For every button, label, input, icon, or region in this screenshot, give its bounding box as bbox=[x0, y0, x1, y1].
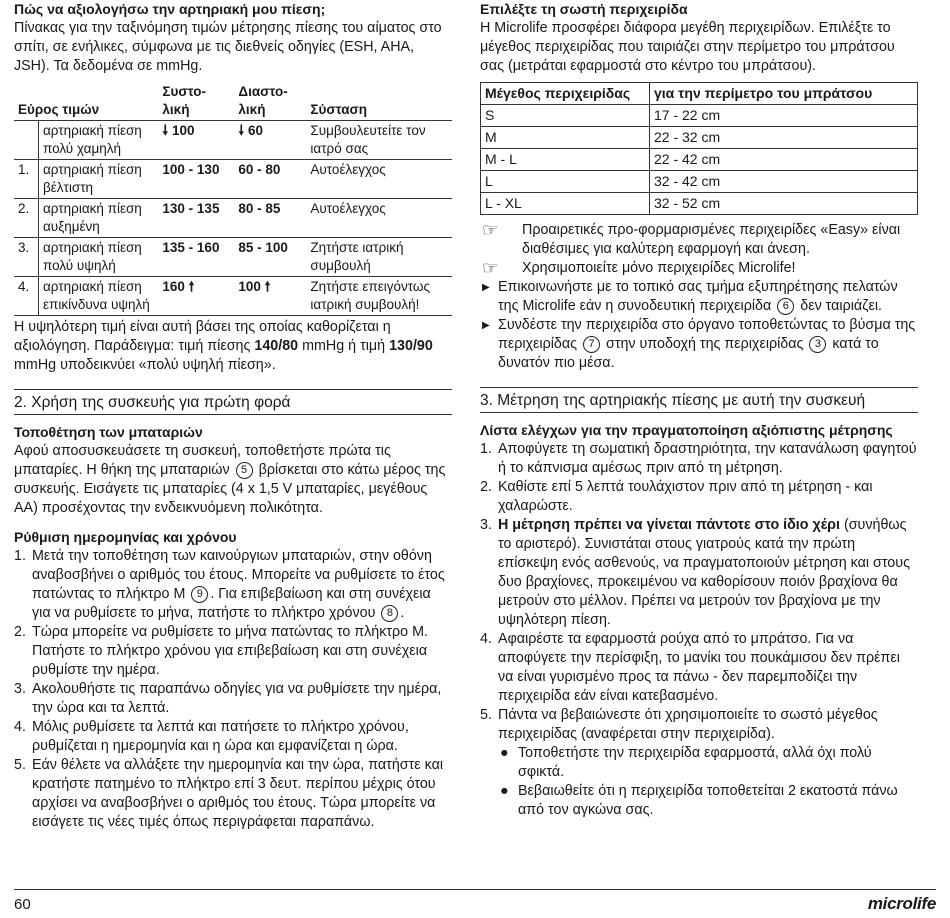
row-recommendation: Συμβουλευτείτε τον ιατρό σας bbox=[306, 121, 452, 160]
date-time-steps bbox=[14, 547, 452, 832]
th-arm-circumference: για την περίμετρο του μπράτσου bbox=[650, 83, 918, 105]
list-item: ● Βεβαιωθείτε ότι η περιχειρίδα τοποθετείται 2 εκατοστά πάνω από τον αγκώνα σας. bbox=[500, 783, 898, 818]
list-item: 3. Η μέτρηση πρέπει να γίνεται πάντοτε στο ίδιο χέρι (συνήθως το αριστερό). Συνιστάται στους γιατρούς κατά την πρώτη επίσκεψη ενός ασθενούς, να πραγματοποιούν μέτρηση και στους δυο βραχίονες, προκειμένου να καθορίσουν ποιόν βραχίονα θα μετρούν στο μέλλον. Πρέπει να μετρούν τον βραχίονα με την υψηλότερη πίεση. bbox=[480, 517, 910, 628]
th-recommendation: Σύσταση bbox=[306, 82, 452, 121]
table-row bbox=[14, 238, 452, 277]
list-item: ▶ Επικοινωνήστε με το τοπικό σας τμήμα εξυπηρέτησης πελατών της Microlife εάν η συνοδευτική περιχειρίδα 6 δεν ταιριάζει. bbox=[482, 279, 898, 314]
right-column bbox=[480, 0, 918, 820]
bp-eval-note: Η υψηλότερη τιμή είναι αυτή βάσει της οποίας καθορίζεται η αξιολόγηση. Παράδειγμα: τιμή πίεσης 140/80 mmHg ή τιμή 130/90 mmHg υποδεικνύει «πολύ υψηλή πίεση». bbox=[14, 319, 433, 373]
note-microlife-only: ☞ Χρησιμοποιείτε μόνο περιχειρίδες Microlife! bbox=[482, 258, 796, 278]
row-systolic: 135 - 160 bbox=[158, 238, 234, 277]
date-time-heading: Ρύθμιση ημερομηνίας και χρόνου bbox=[14, 529, 237, 545]
row-number: 1. bbox=[14, 160, 39, 199]
cuff-instructions bbox=[480, 278, 918, 373]
checklist-heading: Λίστα ελέγχων για την πραγματοποίηση αξιόπιστης μέτρησης bbox=[480, 422, 893, 438]
pointing-hand-icon: ☞ bbox=[482, 258, 499, 278]
ref-circle: 9 bbox=[191, 586, 208, 603]
row-systolic: 160 🠕 bbox=[158, 277, 234, 316]
cuff-fit-bullets bbox=[480, 744, 918, 820]
section-2-title: 2. Χρήση της συσκευής για πρώτη φορά bbox=[14, 394, 291, 411]
list-item: 2. Καθίστε επί 5 λεπτά τουλάχιστον πριν από τη μέτρηση - και χαλαρώστε. bbox=[480, 479, 873, 514]
th-cuff-size: Μέγεθος περιχειρίδας bbox=[481, 83, 650, 105]
battery-heading: Τοποθέτηση των μπαταριών bbox=[14, 424, 203, 440]
row-number bbox=[14, 121, 39, 160]
cuff-text: Η Microlife προσφέρει διάφορα μεγέθη περιχειρίδων. Επιλέξτε το μέγεθος περιχειρίδας που ταιριάζει στην περίμετρο του μπράτσου σας (μετράται εφαρμοστά στο κέντρο του μπράτσου). bbox=[480, 20, 895, 74]
row-recommendation: Ζητήστε ιατρική συμβουλή bbox=[306, 238, 452, 277]
table-row: S 17 - 22 cm bbox=[481, 105, 918, 127]
ref-circle: 8 bbox=[381, 605, 398, 622]
brand-logo: microlife bbox=[867, 894, 936, 913]
row-diastolic: 85 - 100 bbox=[234, 238, 306, 277]
table-row: M 22 - 32 cm bbox=[481, 127, 918, 149]
cuff-heading: Επιλέξτε τη σωστή περιχειρίδα bbox=[480, 1, 688, 17]
table-row bbox=[14, 199, 452, 238]
row-range: αρτηριακή πίεση βέλτιστη bbox=[39, 160, 159, 199]
ref-circle: 6 bbox=[777, 298, 794, 315]
bullet-icon: ● bbox=[500, 783, 509, 799]
row-recommendation: Αυτοέλεγχος bbox=[306, 160, 452, 199]
table-row: L - XL 32 - 52 cm bbox=[481, 193, 918, 215]
list-item: 5. Πάντα να βεβαιώνεστε ότι χρησιμοποιείτε το σωστό μέγεθος περιχειρίδας (αναφέρεται στην περιχειρίδα). bbox=[480, 707, 878, 742]
row-range: αρτηριακή πίεση πολύ υψηλή bbox=[39, 238, 159, 277]
row-diastolic: 🠗 60 bbox=[234, 121, 306, 160]
row-diastolic: 80 - 85 bbox=[234, 199, 306, 238]
checklist bbox=[480, 440, 918, 744]
row-diastolic: 60 - 80 bbox=[234, 160, 306, 199]
row-number: 4. bbox=[14, 277, 39, 316]
row-recommendation: Ζητήστε επειγόντως ιατρική συμβουλή! bbox=[306, 277, 452, 316]
left-column bbox=[14, 0, 452, 832]
ref-circle: 3 bbox=[809, 336, 826, 353]
table-row: M - L 22 - 42 cm bbox=[481, 149, 918, 171]
section-3-title: 3. Μέτρηση της αρτηριακής πίεσης με αυτή την συσκευή bbox=[480, 392, 866, 409]
note-easy-cuffs: ☞ Προαιρετικές προ-φορμαρισμένες περιχειρίδες «Easy» είναι διαθέσιμες για καλύτερη εφαρμογή και άνεση. bbox=[482, 220, 901, 257]
th-diastolic: Διαστο- λική bbox=[234, 82, 306, 121]
row-range: αρτηριακή πίεση αυξημένη bbox=[39, 199, 159, 238]
triangle-right-icon: ▶ bbox=[482, 320, 490, 331]
row-systolic: 130 - 135 bbox=[158, 199, 234, 238]
cuff-size-table bbox=[480, 82, 918, 215]
row-number: 3. bbox=[14, 238, 39, 277]
list-item: 3. Ακολουθήστε τις παραπάνω οδηγίες για να ρυθμίσετε την ημέρα, την ώρα και τα λεπτά. bbox=[14, 681, 442, 716]
footer-rule bbox=[14, 889, 936, 890]
list-item: ▶ Συνδέστε την περιχειρίδα στο όργανο τοποθετώντας το βύσμα της περιχειρίδας 7 στην υποδοχή της περιχειρίδας 3 κατά το δυνατόν πιο μέσα. bbox=[482, 317, 916, 371]
row-recommendation: Αυτοέλεγχος bbox=[306, 199, 452, 238]
bullet-icon: ● bbox=[500, 745, 509, 761]
table-row: L 32 - 42 cm bbox=[481, 171, 918, 193]
ref-circle: 7 bbox=[583, 336, 600, 353]
row-systolic: 🠗 100 bbox=[158, 121, 234, 160]
table-row bbox=[14, 160, 452, 199]
bp-eval-heading: Πώς να αξιολογήσω την αρτηριακή μου πίεση; bbox=[14, 1, 326, 17]
row-number: 2. bbox=[14, 199, 39, 238]
pointing-hand-icon: ☞ bbox=[482, 220, 499, 240]
row-diastolic: 100 🠕 bbox=[234, 277, 306, 316]
list-item: 1. Αποφύγετε τη σωματική δραστηριότητα, την κατανάλωση φαγητού ή το κάπνισμα αμέσως πριν από τη μέτρηση. bbox=[480, 441, 917, 476]
row-range: αρτηριακή πίεση πολύ χαμηλή bbox=[39, 121, 159, 160]
triangle-right-icon: ▶ bbox=[482, 282, 490, 293]
list-item: 4. Μόλις ρυθμίσετε τα λεπτά και πατήσετε το πλήκτρο χρόνου, ρυθμίζεται η ημερομηνία και η ώρα και εμφανίζεται η ώρα. bbox=[14, 719, 409, 754]
th-range: Εύρος τιμών bbox=[14, 82, 158, 121]
list-item: 5. Εάν θέλετε να αλλάξετε την ημερομηνία και την ώρα, πατήστε και κρατήστε πατημένο το πλήκτρο επί 3 δευτ. περίπου μέχρις ότου αρχίσει να αναβοσβήνει ο αριθμός του έτους. Τώρα μπορείτε να εισάγετε τις νέες τιμές όπως περιγράφεται παραπάνω. bbox=[14, 757, 444, 830]
list-item: 2. Τώρα μπορείτε να ρυθμίσετε το μήνα πατώντας το πλήκτρο M. Πατήστε το πλήκτρο χρόνου για επιβεβαίωση και στη συνέχεια ρυθμίστε την ημέρα. bbox=[14, 624, 428, 678]
row-systolic: 100 - 130 bbox=[158, 160, 234, 199]
bp-eval-intro: Πίνακας για την ταξινόμηση τιμών μέτρησης πίεσης του αίματος στο σπίτι, σε ενήλικες, σύμφωνα με τις διεθνείς οδηγίες (ESH, AHA, JSH). Τα δεδομένα σε mmHg. bbox=[14, 20, 442, 74]
table-row bbox=[14, 121, 452, 160]
th-systolic: Συστο- λική bbox=[158, 82, 234, 121]
row-range: αρτηριακή πίεση επικίνδυνα υψηλή bbox=[39, 277, 159, 316]
bp-classification-table bbox=[14, 82, 452, 316]
list-item: ● Τοποθετήστε την περιχειρίδα εφαρμοστά, αλλά όχι πολύ σφικτά. bbox=[500, 745, 872, 780]
battery-text: Αφού αποσυσκευάσετε τη συσκευή, τοποθετήστε πρώτα τις μπαταρίες. Η θήκη της μπαταριών 5 βρίσκεται στο κάτω μέρος της συσκευής. Εισάγετε τις μπαταρίες (4 x 1,5 V μπαταρίες, μεγέθους AA) προσέχοντας την ενδεικνυόμενη πολικότητα. bbox=[14, 443, 446, 516]
list-item: 1. Μετά την τοποθέτηση των καινούργιων μπαταριών, στην οθόνη αναβοσβήνει ο αριθμός του έτους. Μπορείτε να ρυθμίσετε το έτος πατώντας το πλήκτρο M 9 . Για επιβεβαίωση και στη συνέχεια για να ρυθμίσετε το μήνα, πατήστε το πλήκτρο χρόνου 8 . bbox=[14, 548, 445, 621]
table-row bbox=[14, 277, 452, 316]
ref-circle: 5 bbox=[236, 462, 253, 479]
list-item: 4. Αφαιρέστε τα εφαρμοστά ρούχα από το μπράτσο. Για να αποφύγετε την περίσφιξη, το μανίκι του πουκάμισου δεν πρέπει να είναι γυρισμένο προς τα πάνω - δεν παρεμποδίζει την περιχειρίδα εάν είναι κατεβασμένο. bbox=[480, 631, 900, 704]
page-number: 60 bbox=[14, 896, 31, 913]
